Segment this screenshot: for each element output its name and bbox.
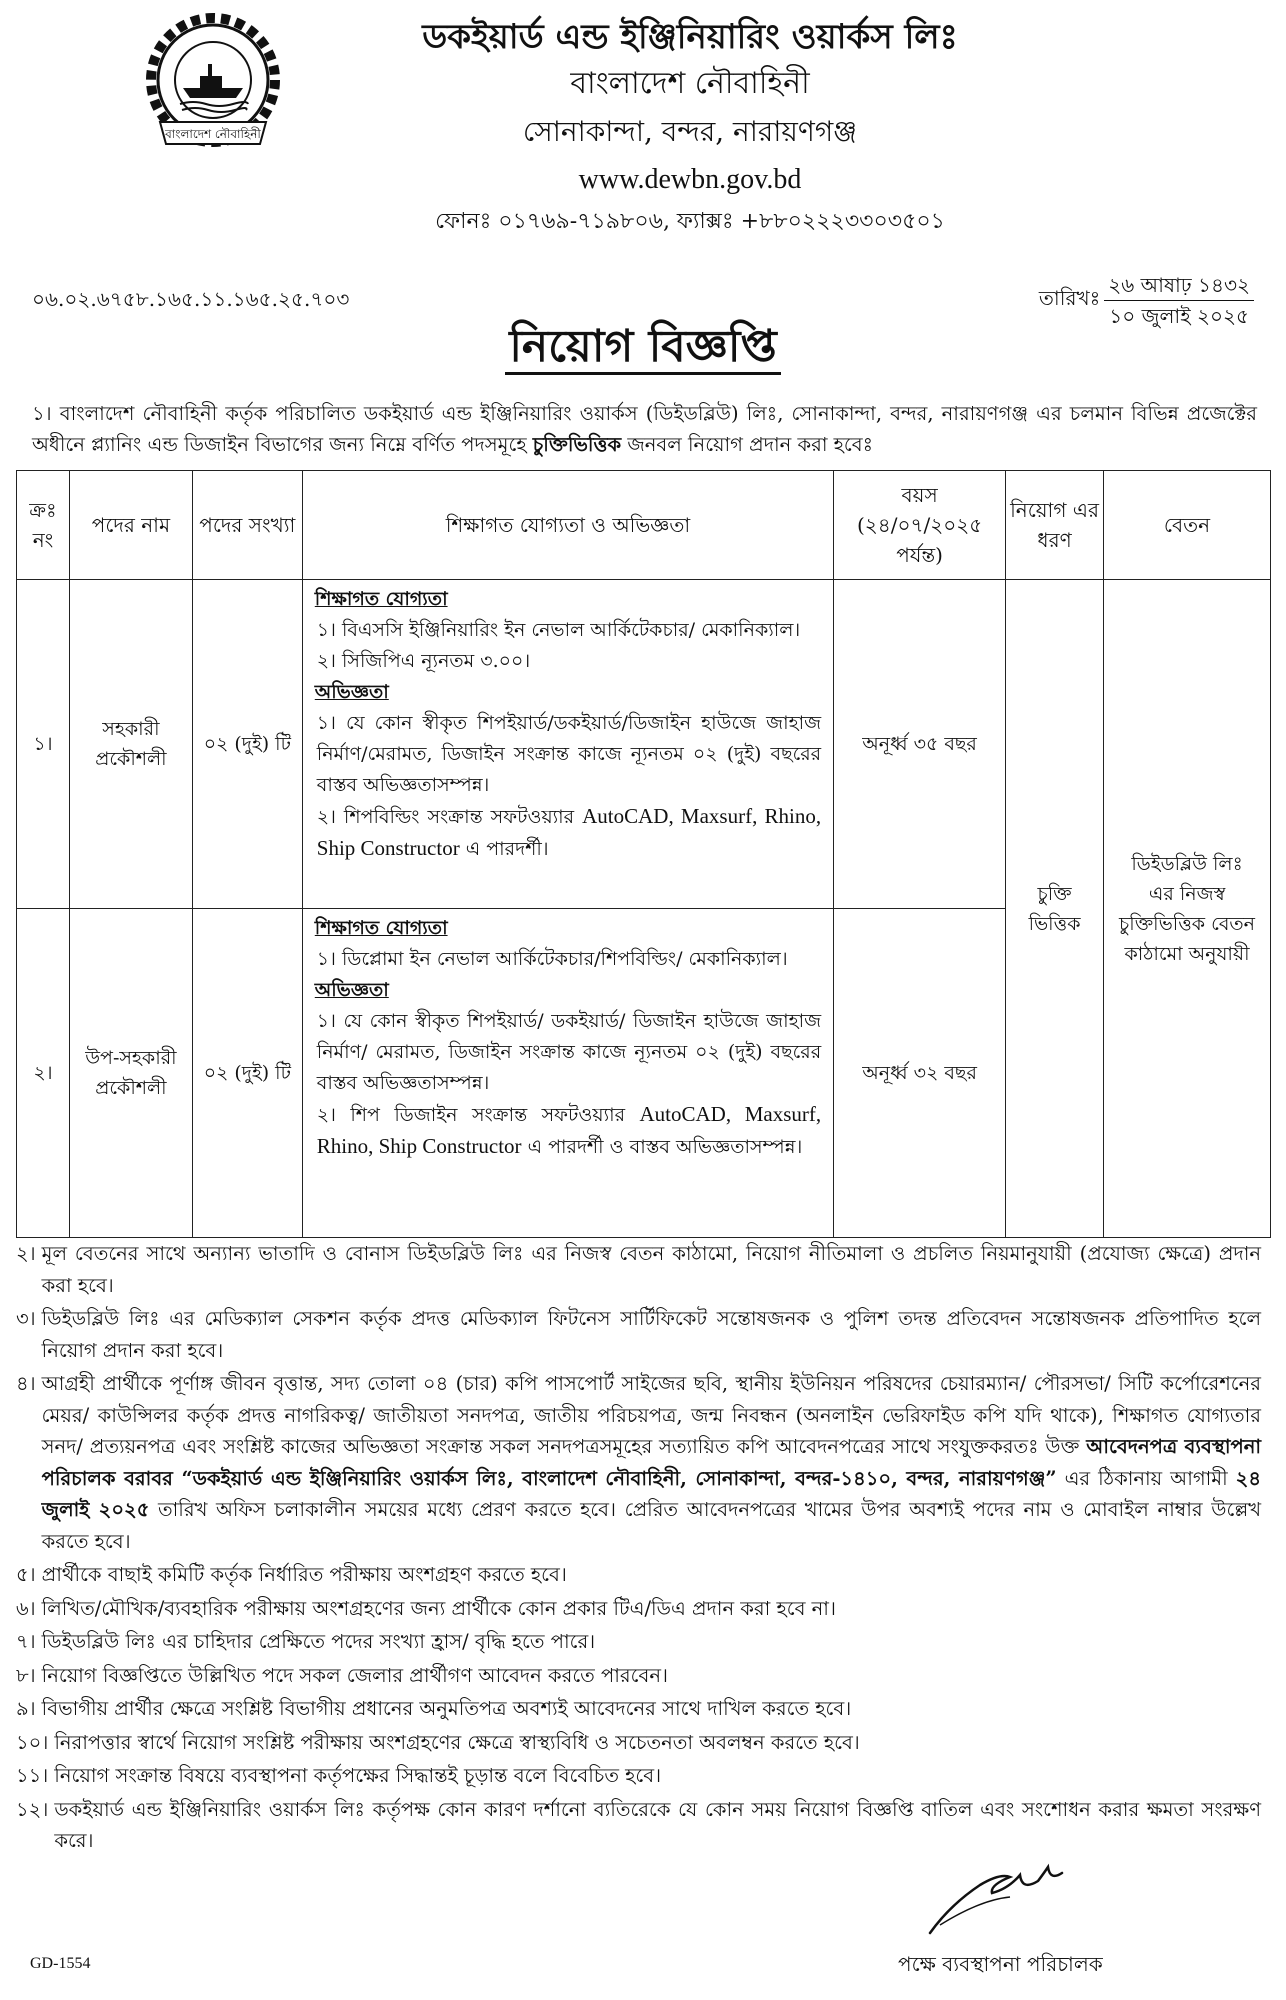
navy-logo [138, 10, 288, 160]
date-bangla: ২৬ আষাঢ় ১৪৩২ [1104, 270, 1254, 301]
education-item: ১। বিএসসি ইঞ্জিনিয়ারিং ইন নেভাল আর্কিটেকচার/ মেকানিক্যাল। [316, 619, 801, 641]
intro-text-end: জনবল নিয়োগ প্রদান করা হবেঃ [627, 433, 873, 456]
experience-item [315, 1099, 821, 1163]
note-number: ৪। [16, 1372, 36, 1395]
note-number: ২। [16, 1242, 36, 1265]
row-age: অনূর্ধ্ব ৩৫ বছর [834, 580, 1006, 909]
row-type: চুক্তি ভিত্তিক [1006, 580, 1104, 1238]
note-number: ১১। [16, 1764, 49, 1787]
note-text: ডকইয়ার্ড এন্ড ইঞ্জিনিয়ারিং ওয়ার্কস লিঃ কর্তৃপক্ষ কোন কারণ দর্শানো ব্যতিরেকে যে কোন সময় নিয়োগ বিজ্ঞপ্তি বাতিল এবং সংশোধন করার ক্ষমতা সংরক্ষণ করে। [54, 1797, 1261, 1852]
list-item [16, 1238, 1261, 1301]
notice-title [0, 318, 1286, 376]
note-number: ৭। [16, 1630, 36, 1653]
list-item [16, 1368, 1261, 1557]
table-header-row [17, 471, 1271, 580]
note-text: বিভাগীয় প্রার্থীর ক্ষেত্রে সংশ্লিষ্ট বিভাগীয় প্রধানের অনুমতিপত্র অবশ্যই আবেদনের সাথে দাখিল করতে হবে। [41, 1697, 852, 1720]
list-item [16, 1593, 1261, 1625]
date-label: তারিখঃ [1038, 286, 1101, 310]
row-count: ০২ (দুই) টি [192, 580, 302, 909]
note-text: ডিইডব্লিউ লিঃ এর মেডিক্যাল সেকশন কর্তৃক প্রদত্ত মেডিক্যাল ফিটনেস সার্টিফিকেট সন্তোষজনক ও পুলিশ তদন্ত প্রতিবেদন সন্তোষজনক প্রতিপাদিত হলে নিয়োগ প্রদান করা হবে। [41, 1307, 1261, 1362]
note4-part1: আগ্রহী প্রার্থীকে পূর্ণাঙ্গ জীবন বৃত্তান্ত, সদ্য তোলা ০৪ (চার) কপি পাসপোর্ট সাইজের ছবি, স্থানীয় ইউনিয়ন পরিষদের চেয়ারম্যান/ পৌরসভা/ সিটি কর্পোরেশনের মেয়র/ কাউন্সিলর কর্তৃক প্রদত্ত নাগরিকত্ব/ জাতীয়তা সনদপত্র, জাতীয় পরিচয়পত্র, জন্ম নিবন্ধন (অনলাইন ভেরিফাইড কপি যদি থাকে), শিক্ষাগত যোগ্যতার সনদ/ প্রত্যয়নপত্র এবং সংশ্লিষ্ট কাজের অভিজ্ঞতা সংক্রান্ত সকল সনদপত্রসমূহের সত্যায়িত কপি আবেদনপত্রের সাথে সংযুক্তকরতঃ উক্ত [41, 1372, 1261, 1458]
software-suffix: এ পারদর্শী। [465, 838, 549, 860]
list-item [16, 1760, 1261, 1792]
logo-banner-text: বাংলাদেশ নৌবাহিনী [165, 127, 261, 141]
experience-heading: অভিজ্ঞতা [314, 979, 389, 1001]
note-text: নিয়োগ সংক্রান্ত বিষয়ে ব্যবস্থাপনা কর্তৃপক্ষের সিদ্ধান্তই চূড়ান্ত বলে বিবেচিত হবে। [54, 1764, 662, 1787]
note-text: ডিইডব্লিউ লিঃ এর চাহিদার প্রেক্ষিতে পদের সংখ্যা হ্রাস/ বৃদ্ধি হতে পারে। [41, 1630, 596, 1653]
application-address: আবেদনপত্র ব্যবস্থাপনা পরিচালক বরাবর “ডকইয়ার্ড এন্ড ইঞ্জিনিয়ারিং ওয়ার্কস লিঃ, বাংলাদেশ নৌবাহিনী, সোনাকান্দা, বন্দর-১৪১০, বন্দর, নারায়ণগঞ্জ” [41, 1435, 1262, 1490]
date-english: ১০ জুলাই ২০২৫ [1109, 304, 1249, 328]
note-number: ১০। [16, 1730, 49, 1754]
note-text: লিখিত/মৌখিক/ব্যবহারিক পরীক্ষায় অংশগ্রহণের জন্য প্রার্থীকে কোন প্রকার টিএ/ডিএ প্রদান করা হবে না। [41, 1596, 836, 1620]
note-text: প্রার্থীকে বাছাই কমিটি কর্তৃক নির্ধারিত পরীক্ষায় অংশগ্রহণ করতে হবে। [41, 1563, 567, 1586]
signer-title: পক্ষে ব্যবস্থাপনা পরিচালক [898, 1952, 1103, 1976]
organization-address: সোনাকান্দা, বন্দর, নারায়ণগঞ্জ [522, 115, 858, 148]
notes-list [16, 1238, 1261, 1859]
experience-heading: অভিজ্ঞতা [314, 681, 389, 703]
organization-name: ডকইয়ার্ড এন্ড ইঞ্জিনিয়ারিং ওয়ার্কস লিঃ [422, 17, 958, 57]
header-qualification: শিক্ষাগত যোগ্যতা ও অভিজ্ঞতা [302, 471, 833, 580]
note4-part3: তারিখ অফিস চলাকালীন সময়ের মধ্যে প্রেরণ করতে হবে। প্রেরিত আবেদনপত্রের খামের উপর অবশ্যই পদের নাম ও মোবাইল নাম্বার উল্লেখ করতে হবে। [41, 1498, 1261, 1553]
note-text: মূল বেতনের সাথে অন্যান্য ভাতাদি ও বোনাস ডিইডব্লিউ লিঃ এর নিজস্ব বেতন কাঠামো, নিয়োগ নীতিমালা ও প্রচলিত নিয়মানুযায়ী (প্রযোজ্য ক্ষেত্রে) প্রদান করা হবে। [41, 1242, 1261, 1297]
education-item: ১। ডিপ্লোমা ইন নেভাল আর্কিটেকচার/শিপবিল্ডিং/ মেকানিক্যাল। [316, 948, 788, 970]
note-text [42, 1368, 1261, 1557]
list-item [16, 1626, 1261, 1658]
education-heading: শিক্ষাগত যোগ্যতা [314, 917, 448, 939]
row-post: উপ-সহকারী প্রকৌশলী [69, 909, 192, 1238]
row-age: অনূর্ধ্ব ৩২ বছর [834, 909, 1006, 1238]
header-age: বয়স (২৪/০৭/২০২৫ পর্যন্ত) [834, 471, 1006, 580]
education-item: ২। সিজিপিএ ন্যূনতম ৩.০০। [316, 650, 531, 672]
signature [920, 1845, 1090, 1940]
header-count: পদের সংখ্যা [192, 471, 302, 580]
header-sl: ক্রঃ নং [17, 471, 70, 580]
header-type: নিয়োগ এর ধরণ [1006, 471, 1104, 580]
row-post: সহকারী প্রকৌশলী [69, 580, 192, 909]
jobs-table [16, 470, 1271, 1238]
row-salary: ডিইডব্লিউ লিঃ এর নিজস্ব চুক্তিভিত্তিক বেতন কাঠামো অনুযায়ী [1104, 580, 1271, 1238]
software-suffix: এ পারদর্শী ও বাস্তব অভিজ্ঞতাসম্পন্ন। [527, 1136, 803, 1158]
letterhead [290, 14, 1090, 240]
note-number: ৮। [16, 1663, 36, 1687]
header-salary: বেতন [1104, 471, 1271, 580]
list-item [16, 1303, 1261, 1366]
note-number: ৫। [16, 1563, 36, 1586]
memo-number: ০৬.০২.৬৭৫৮.১৬৫.১১.১৬৫.২৫.৭০৩ [32, 287, 350, 311]
software-prefix: ২। শিপ ডিজাইন সংক্রান্ত সফটওয়্যার [316, 1104, 626, 1126]
website-link[interactable]: www.dewbn.gov.bd [578, 164, 802, 195]
software-list: AutoCAD, Maxsurf, Rhino, Ship Constructor [316, 804, 822, 860]
experience-item: ১। যে কোন স্বীকৃত শিপইয়ার্ড/ডকইয়ার্ড/ডিজাইন হাউজে জাহাজ নির্মাণ/মেরামত, ডিজাইন সংক্রান্ত কাজে ন্যূনতম ০২ (দুই) বছরের বাস্তব অভিজ্ঞতাসম্পন্ন। [316, 712, 822, 796]
intro-number: ১। [32, 402, 52, 425]
row-sl: ১। [17, 580, 70, 909]
navy-name: বাংলাদেশ নৌবাহিনী [570, 66, 810, 101]
header-post: পদের নাম [69, 471, 192, 580]
row-count: ০২ (দুই) টি [192, 909, 302, 1238]
note-number: ৬। [16, 1596, 36, 1620]
list-item [16, 1660, 1261, 1692]
note-number: ৩। [16, 1307, 36, 1330]
software-list: AutoCAD, Maxsurf, Rhino, Ship Constructor [316, 1102, 822, 1158]
contact-info: ফোনঃ ০১৭৬৯-৭১৯৮০৬, ফ্যাক্সঃ +৮৮০২২২৩৩০৩৫০১ [435, 209, 945, 234]
note-text: নিয়োগ বিজ্ঞপ্তিতে উল্লিখিত পদে সকল জেলার প্রার্থীগণ আবেদন করতে পারবেন। [41, 1663, 668, 1687]
table-row [17, 580, 1271, 909]
note4-part2: এর ঠিকানায় আগামী [1064, 1466, 1228, 1490]
note-number: ৯। [16, 1697, 36, 1720]
list-item [16, 1559, 1261, 1591]
note-number: ১২। [16, 1797, 49, 1821]
note-text: নিরাপত্তার স্বার্থে নিয়োগ সংশ্লিষ্ট পরীক্ষায় অংশগ্রহণের ক্ষেত্রে স্বাস্থ্যবিধি ও সচেতনতা অবলম্বন করতে হবে। [54, 1730, 860, 1754]
ship-icon [180, 64, 248, 112]
software-prefix: ২। শিপবিল্ডিং সংক্রান্ত সফটওয়্যার [316, 806, 575, 828]
document-code: GD-1554 [30, 1955, 91, 1972]
experience-item: ১। যে কোন স্বীকৃত শিপইয়ার্ড/ ডকইয়ার্ড/ ডিজাইন হাউজে জাহাজ নির্মাণ/ মেরামত, ডিজাইন সংক্রান্ত কাজে ন্যূনতম ০২ (দুই) বছরের বাস্তব অভিজ্ঞতাসম্পন্ন। [316, 1010, 822, 1094]
row-sl: ২। [17, 909, 70, 1238]
list-item [16, 1693, 1261, 1725]
experience-item [315, 801, 821, 865]
notice-title-text: নিয়োগ বিজ্ঞপ্তি [505, 321, 780, 375]
intro-paragraph [32, 398, 1257, 460]
education-heading: শিক্ষাগত যোগ্যতা [314, 588, 448, 610]
row-qualification [302, 580, 833, 909]
row-qualification [302, 909, 833, 1238]
intro-text: বাংলাদেশ নৌবাহিনী কর্তৃক পরিচালিত ডকইয়ার্ড এন্ড ইঞ্জিনিয়ারিং ওয়ার্কস (ডিইডব্লিউ) লিঃ, সোনাকান্দা, বন্দর, নারায়ণগঞ্জ এর চলমান বিভিন্ন প্রজেক্টের অধীনে প্ল্যানিং এন্ড ডিজাইন বিভাগের জন্য নিম্নে বর্ণিত পদসমূহে [32, 402, 1258, 456]
list-item [16, 1727, 1261, 1759]
deadline-date: ২৪ জুলাই ২০২৫ [41, 1466, 1262, 1521]
intro-bold-text: চুক্তিভিত্তিক [532, 433, 622, 456]
